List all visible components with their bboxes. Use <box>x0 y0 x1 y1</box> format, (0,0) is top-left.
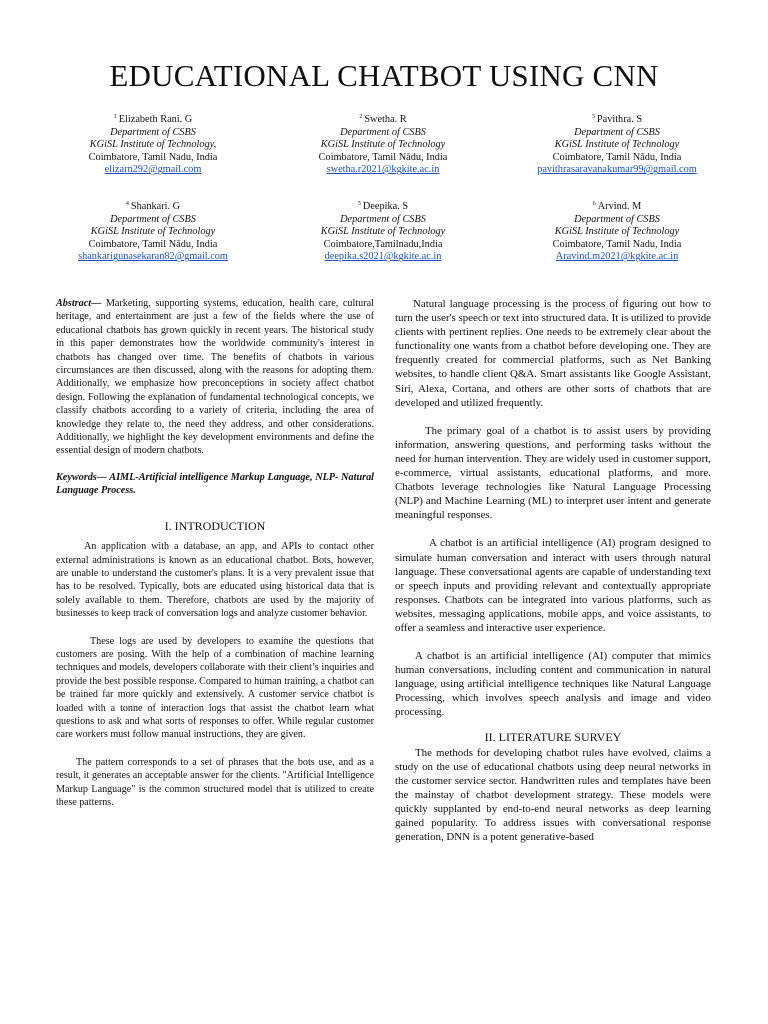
author-name: Arvind. M <box>597 201 642 212</box>
author-name: Elizabeth Rani. G <box>118 114 193 125</box>
body-paragraph: A chatbot is an artificial intelligence (AI) program designed to simulate human conversation and interact with users through natural language. These conversational agents are capable of understanding text or speech inputs and providing relevant and contextually appropriate responses. Chatbots can be integrated into various platforms, such as websites, messaging applications, mobile apps, and voice assistants, to offer a seamless and interactive user experience. <box>395 537 711 634</box>
author-number: 6 <box>592 201 596 207</box>
author-email-link[interactable]: deepika.s2021@kgkite.ac.in <box>324 251 442 263</box>
author-email-link[interactable]: swetha.r2021@kgkite.ac.in <box>326 164 440 176</box>
author-institution: KGiSL Institute of Technology <box>320 139 446 151</box>
author-number: 1 <box>113 114 117 120</box>
author-department: Department of CSBS <box>110 126 196 138</box>
author-department: Department of CSBS <box>574 126 660 138</box>
author-block <box>502 111 732 177</box>
author-block <box>38 198 268 264</box>
author-number: 3 <box>591 114 595 120</box>
author-location: Coimbatore, Tamil Nādu, India <box>88 238 218 250</box>
author-email-link[interactable]: Aravind.m2021@kgkite.ac.in <box>555 251 679 263</box>
keywords-label: Keywords— <box>56 471 107 483</box>
author-number: 2 <box>359 114 363 120</box>
author-email-link[interactable]: elizarn292@gmail.com <box>104 164 202 176</box>
author-number: 4 <box>125 201 129 207</box>
author-location: Coimbatore,Tamilnadu,India <box>323 238 443 250</box>
author-block <box>502 198 732 264</box>
author-location: Coimbatore, Tamil Nādu, India <box>552 151 682 163</box>
author-department: Department of CSBS <box>574 213 660 225</box>
right-column <box>395 297 711 844</box>
author-department: Department of CSBS <box>340 126 426 138</box>
author-department: Department of CSBS <box>340 213 426 225</box>
paper-title: EDUCATIONAL CHATBOT USING CNN <box>109 58 659 93</box>
keywords <box>56 471 374 498</box>
author-block <box>268 111 498 177</box>
author-institution: KGiSL Institute of Technology <box>554 226 680 238</box>
body-paragraph: The pattern corresponds to a set of phrases that the bots use, and as a result, it generates an acceptable answer for the clients. "Artificial Intelligence Markup Language" is the common structured model that is utilized to create these patterns. <box>56 756 374 808</box>
section-heading-introduction: I. INTRODUCTION <box>164 518 266 533</box>
body-paragraph: These logs are used by developers to examine the questions that customers are posing. With the help of a combination of machine learning techniques and models, developers collaborate with their client’s inquiries and provide the best possible response. Compared to human training, a chatbot can be trained far more quickly and extensively. A customer service chatbot is loaded with a tonne of interaction logs that assist the chatbot learn what questions to ask and what sorts of responses to offer. While regular customer care workers must follow manual instructions, they are given. <box>56 635 374 741</box>
body-paragraph: The methods for developing chatbot rules have evolved, claims a study on the use of educational chatbots using deep neural networks in the customer service sector. Handwritten rules and templates have been the mainstay of chatbot development strategy. These models were quickly supplanted by end-to-end neural networks as deep learning gained popularity. To address issues with conversational response generation, DNN is a potent generative-based <box>395 746 711 844</box>
left-column <box>56 297 374 809</box>
body-paragraph: Natural language processing is the process of figuring out how to turn the user's speech or text into structured data. It is utilized to provide clients with pertinent replies. One needs to be extremely clear about the functionality one wants from a chatbot before developing one. They are frequently created for commercial platforms, such as Net Banking websites, to handle client Q&A. Smart assistants like Google Assistant, Siri, Alexa, Cortana, and others are other sorts of chatbots that are developed and utilized frequently. <box>395 298 711 409</box>
abstract-label: Abstract— <box>56 298 102 309</box>
author-location: Coimbatore, Tamil Nādu, India <box>318 151 448 163</box>
abstract-text: Marketing, supporting systems, education, health care, cultural heritage, and entertainment are just a few of the fields where the use of educational chatbots has grown quickly in recent years. The historical study in this paper demonstrates how the worldwide community's interest in chatbots has changed over time. The benefits of chatbots in various circumstances are then discussed, along with the reasons for adopting them. Additionally, we emphasize how preconceptions in society affect chatbot design. Following the explanation of fundamental technological concepts, we classify chatbots according to a variety of criteria, including the area of knowledge they relate to, the need they address, and other considerations. Additionally, we highlight the key development environments and define the essential design of modern chatbots. <box>56 298 374 457</box>
author-institution: KGiSL Institute of Technology <box>90 226 216 238</box>
body-paragraph: An application with a database, an app, and APIs to contact other external administrations is known as an educational chatbot. Bots, however, are unable to understand the customer's plans. It is a very prevalent issue that has to be resolved. Typically, bots are educated using historical data that is solely available to them. Therefore, chatbots are used by the majority of businesses to keep track of conversation logs and analyze customer behavior. <box>56 541 374 620</box>
author-department: Department of CSBS <box>110 213 196 225</box>
author-institution: KGiSL Institute of Technology <box>320 226 446 238</box>
author-block <box>38 111 268 177</box>
author-institution: KGiSL Institute of Technology, <box>89 139 217 151</box>
body-paragraph: A chatbot is an artificial intelligence (AI) computer that mimics human conversations, including content and communication in natural language, using artificial intelligence techniques like Natural Language Processing, which involves speech analysis and image and video processing. <box>395 650 711 719</box>
section-heading-literature-survey: II. LITERATURE SURVEY <box>484 729 622 744</box>
author-name: Swetha. R <box>364 114 407 125</box>
author-location: Coimbatore, Tamil Nadu, India <box>552 238 682 250</box>
body-paragraph: The primary goal of a chatbot is to assist users by providing information, answering questions, and performing tasks without the need for human intervention. They are widely used in customer support, e-commerce, virtual assistants, educational platforms, and more. Chatbots leverage technologies like Natural Language Processing (NLP) and Machine Learning (ML) to interpret user intent and generate meaningful responses. <box>395 424 711 522</box>
author-name: Deepika. S <box>362 201 409 212</box>
author-email-link[interactable]: shankarigunasekaran82@gmail.com <box>78 251 228 263</box>
author-number: 5 <box>357 201 361 207</box>
author-institution: KGiSL Institute of Technology <box>554 139 680 151</box>
author-email-link[interactable]: pavithrasaravanakumar99@gmail.com <box>537 164 697 176</box>
author-name: Shankari. G <box>130 201 181 212</box>
abstract <box>56 297 374 458</box>
author-name: Pavithra. S <box>596 114 643 125</box>
keywords-text: AIML-Artificial intelligence Markup Language, NLP- Natural Language Process. <box>56 471 374 497</box>
author-location: Coimbatore, Tamil Nadu, India <box>88 151 218 163</box>
author-block <box>268 198 498 264</box>
